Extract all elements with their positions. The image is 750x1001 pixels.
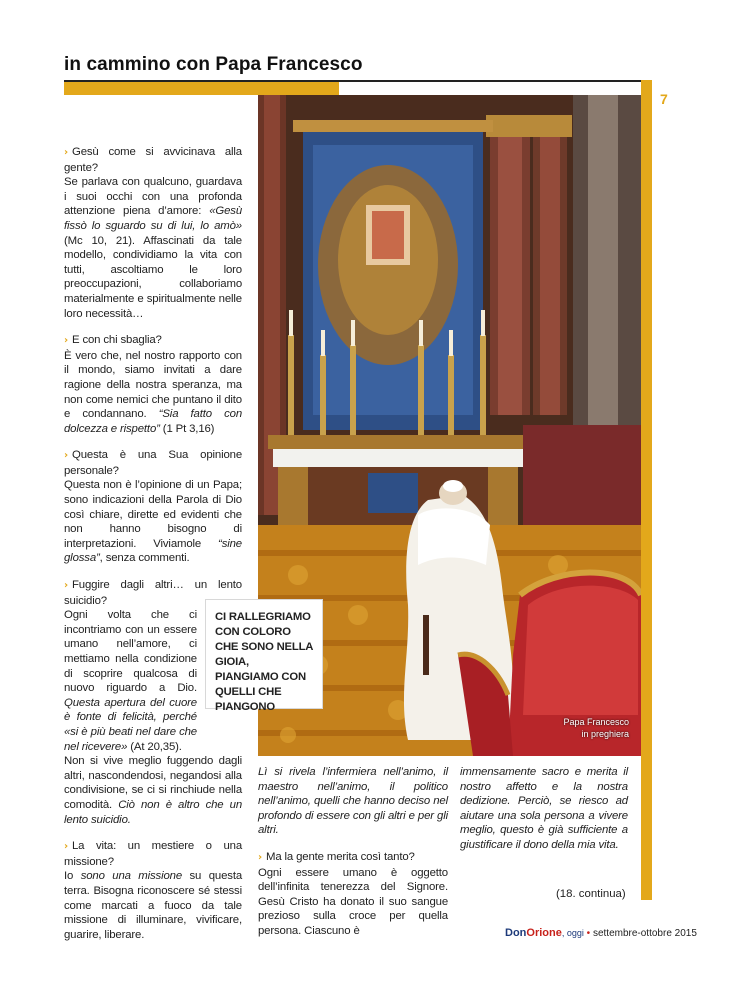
chevron-right-icon: › — [64, 147, 68, 158]
question-6: › Ma la gente merita così tanto? — [258, 850, 415, 863]
to-be-continued: (18. continua) — [556, 888, 626, 900]
text-column-1 — [64, 145, 242, 942]
answer-6a: Ogni essere umano è oggetto dell’infinita tenerezza del Signore. Gesù Cristo ha donato il suo sangue prezioso sulla croce per quella persona. Ciascuno è — [258, 866, 448, 937]
chevron-right-icon: › — [258, 851, 262, 863]
answer-1: Se parlava con qualcuno, guardava i suoi occhi con una profonda attenzione piena d’amore: «Gesù fissò lo sguardo su di lui, lo amò» (Mc 10, 21). Affascinati da tale modello, condividiamo la vita con tutti, ascoltiamo le loro preoccupazioni, collaboriamo materialmente e spiritualmente nelle loro necessità… — [64, 176, 242, 320]
text-column-2 — [258, 765, 448, 939]
question-1: › Gesù come si avvicinava alla gente? — [64, 146, 242, 174]
question-5: › La vita: un mestiere o una missione? — [64, 840, 242, 868]
answer-2: È vero che, nel nostro rapporto con il mondo, siamo invitati a dare ragione della nostra speranza, ma non come nemici che puntano il dito e condannano. “Sia fatto con dolcezza e rispetto” (1 Pt 3,16) — [64, 349, 242, 435]
caption-line-2: in preghiera — [581, 729, 629, 739]
page-title: in cammino con Papa Francesco — [64, 54, 363, 75]
chevron-right-icon: › — [64, 580, 68, 592]
caption-line-1: Papa Francesco — [563, 717, 629, 727]
answer-6b: immensamente sacro e merita il nostro affetto e la nostra dedizione. Perciò, se riesco ad aiutare una sola persona a vivere meglio, questo è già sufficiente a giustificare il dono della mia vita. — [460, 766, 628, 851]
chevron-right-icon: › — [64, 841, 68, 853]
brand-orione: Orione — [526, 927, 562, 939]
chevron-right-icon: › — [64, 335, 68, 347]
brand-don: Don — [505, 927, 527, 939]
answer-5a: Io sono una missione su questa terra. Bisogna riconoscere sé stessi come marcati a fuoco da tale missione di illuminare, vivificare, guarire, liberare. — [64, 870, 243, 941]
answer-4a: Ogni volta che ci incontriamo con un essere umano nell’amore, ci mettiamo nella condizione di scoprire qualcosa di nuovo riguardo a Dio. Questa apertura del cuore è fonte di felicità, perché «si è più beati nel dare che nel ricevere» (At 20,35). — [64, 609, 197, 753]
question-2: › E con chi sbaglia? — [64, 334, 162, 347]
question-4: › Fuggire dagli altri… un lento suicidio? — [64, 579, 242, 607]
chevron-right-icon: › — [64, 450, 68, 462]
page-number: 7 — [660, 91, 668, 107]
issue-date: settembre-ottobre 2015 — [592, 928, 697, 939]
answer-4b: Non si vive meglio fuggendo dagli altri, nascondendosi, negandosi alla condivisione, se ci si rinchiude nella comodità. Ciò non è altro che un lento suicidio. — [64, 755, 243, 826]
answer-3: Questa non è l’opinione di un Papa; sono indicazioni della Parola di Dio così chiare, dirette ed evidenti che non hanno bisogno di interpretazioni. Viviamole “sine glossa”, senza commenti. — [64, 479, 242, 565]
footer-brand — [505, 927, 697, 939]
brand-oggi: , oggi — [561, 928, 584, 938]
side-accent-bar — [641, 80, 652, 900]
pull-quote: CI RALLEGRIAMO CON COLORO CHE SONO NELLA GIOIA, PIANGIAMO CON QUELLI CHE PIANGONO — [205, 599, 323, 709]
text-column-3 — [460, 765, 628, 853]
answer-5b: Lì si rivela l’infermiera nell’animo, il maestro nell’animo, il politico nell’animo, quelli che hanno deciso nel profondo di essere con gli altri e per gli altri. — [258, 766, 448, 837]
header-accent-bar — [64, 82, 339, 95]
question-3: › Questa è una Sua opinione personale? — [64, 449, 242, 477]
bullet-icon: • — [586, 928, 591, 939]
photo-caption — [563, 716, 629, 740]
